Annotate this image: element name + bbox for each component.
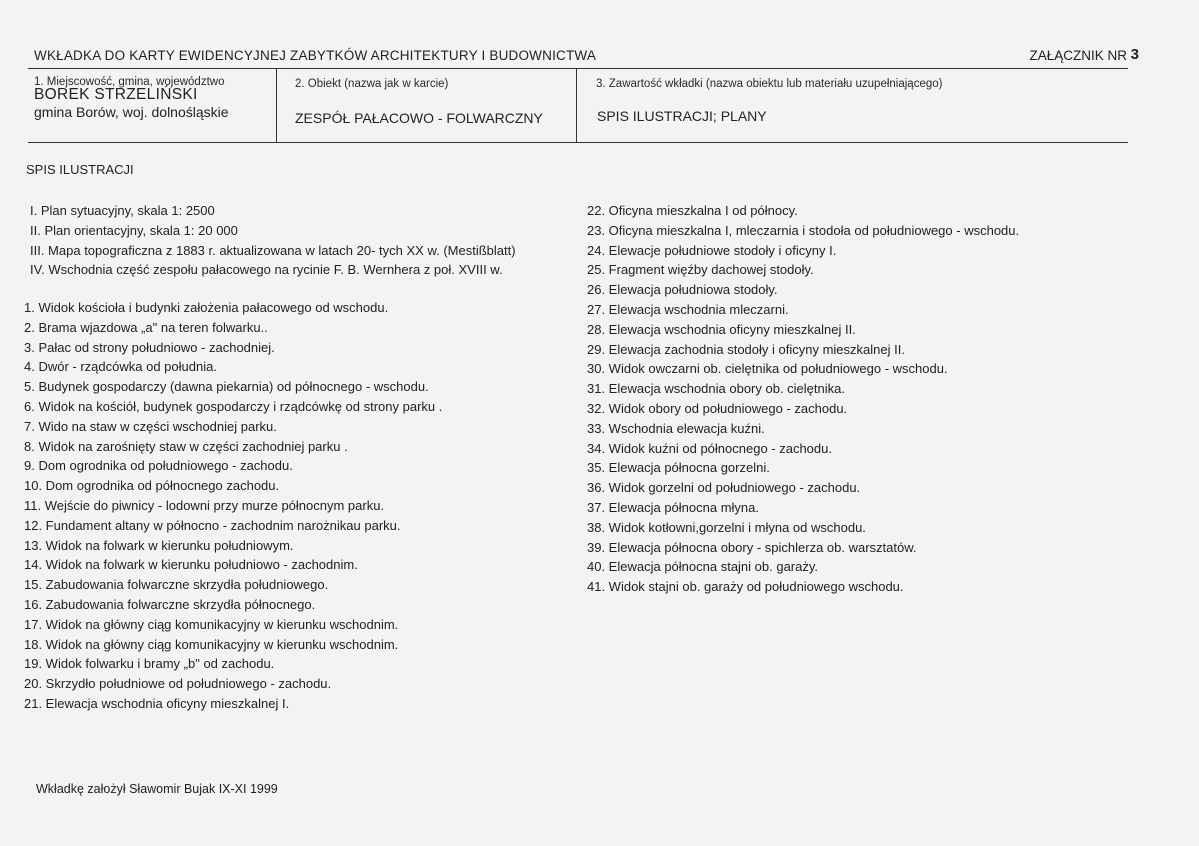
- list-item: 16. Zabudowania folwarczne skrzydła północnego.: [24, 596, 316, 612]
- list-item: 40. Elewacja północna stajni ob. garaży.: [587, 559, 819, 575]
- list-item: 30. Widok owczarni ob. cielętnika od południowego - wschodu.: [587, 361, 948, 377]
- cell-locality-name: BOREK STRZELIŃSKI: [34, 86, 198, 103]
- plans-list: [30, 201, 516, 280]
- list-item: 39. Elewacja północna obory - spichlerza ob. warsztatów.: [587, 539, 917, 555]
- list-item: 14. Widok na folwark w kierunku południowo - zachodnim.: [24, 557, 358, 573]
- list-item: 29. Elewacja zachodnia stodoły i oficyny mieszkalnej II.: [587, 341, 905, 357]
- cell-object-value: ZESPÓŁ PAŁACOWO - FOLWARCZNY: [295, 110, 543, 126]
- list-item: 11. Wejście do piwnicy - lodowni przy murze północnym parku.: [24, 497, 385, 513]
- list-item: 18. Widok na główny ciąg komunikacyjny w kierunku wschodnim.: [24, 636, 399, 652]
- list-item: 8. Widok na zarośnięty staw w części zachodniej parku .: [24, 438, 348, 454]
- list-item: 31. Elewacja wschodnia obory ob. cielętnika.: [587, 381, 845, 397]
- list-item: 25. Fragment więźby dachowej stodoły.: [587, 262, 814, 278]
- list-item: 26. Elewacja południowa stodoły.: [587, 282, 778, 298]
- list-item: 6. Widok na kościół, budynek gospodarczy i rządcówkę od strony parku .: [24, 398, 443, 414]
- list-item: III. Mapa topograficzna z 1883 r. aktualizowana w latach 20- tych XX w. (Mestißblatt): [30, 242, 516, 258]
- list-item: 19. Widok folwarku i bramy „b" od zachodu.: [24, 656, 275, 672]
- illustrations-list-left: [24, 298, 442, 714]
- list-item: 12. Fundament altany w północno - zachodnim narożnikau parku.: [24, 517, 401, 533]
- table-divider-2: [576, 68, 577, 142]
- form-title: WKŁADKA DO KARTY EWIDENCYJNEJ ZABYTKÓW ARCHITEKTURY I BUDOWNICTWA: [34, 48, 597, 63]
- list-item: 10. Dom ogrodnika od północnego zachodu.: [24, 478, 280, 494]
- list-item: 41. Widok stajni ob. garaży od południowego wschodu.: [587, 579, 904, 595]
- table-divider-1: [276, 68, 277, 142]
- list-item: 4. Dwór - rządcówka od południa.: [24, 359, 217, 375]
- list-item: 38. Widok kotłowni,gorzelni i młyna od wschodu.: [587, 519, 866, 535]
- list-item: 17. Widok na główny ciąg komunikacyjny w kierunku wschodnim.: [24, 616, 399, 632]
- list-item: 27. Elewacja wschodnia mleczarni.: [587, 301, 789, 317]
- cell-content-value: SPIS ILUSTRACJI; PLANY: [597, 108, 767, 124]
- list-item: 33. Wschodnia elewacja kuźni.: [587, 420, 765, 436]
- cell-locality-label: 1. Miejscowość, gmina, województwo: [34, 76, 225, 88]
- list-item: II. Plan orientacyjny, skala 1: 20 000: [30, 222, 238, 238]
- list-item: 22. Oficyna mieszkalna I od północy.: [587, 203, 798, 218]
- list-item: 3. Pałac od strony południowo - zachodniej.: [24, 339, 275, 355]
- table-bottom-border: [28, 142, 1128, 143]
- section-title: SPIS ILUSTRACJI: [26, 162, 134, 177]
- list-item: 13. Widok na folwark w kierunku południowym.: [24, 537, 294, 553]
- annex-label: ZAŁĄCZNIK NR: [1029, 48, 1127, 63]
- list-item: 5. Budynek gospodarczy (dawna piekarnia) od północnego - wschodu.: [24, 379, 429, 395]
- footer-author: Wkładkę założył Sławomir Bujak IX-XI 1999: [36, 782, 278, 796]
- cell-content-label: 3. Zawartość wkładki (nazwa obiektu lub materiału uzupełniającego): [596, 78, 943, 90]
- cell-object-label: 2. Obiekt (nazwa jak w karcie): [295, 78, 449, 90]
- table-top-border: [28, 68, 1128, 69]
- list-item: 36. Widok gorzelni od południowego - zachodu.: [587, 480, 861, 496]
- list-item: 9. Dom ogrodnika od południowego - zachodu.: [24, 458, 293, 474]
- list-item: IV. Wschodnia część zespołu pałacowego na rycinie F. B. Wernhera z poł. XVIII w.: [30, 262, 503, 278]
- list-item: 21. Elewacja wschodnia oficyny mieszkalnej I.: [24, 695, 290, 711]
- list-item: 20. Skrzydło południowe od południowego - zachodu.: [24, 676, 332, 692]
- list-item: 24. Elewacje południowe stodoły i oficyny I.: [587, 242, 837, 258]
- list-item: 35. Elewacja północna gorzelni.: [587, 460, 770, 476]
- list-item: 15. Zabudowania folwarczne skrzydła południowego.: [24, 577, 329, 593]
- list-item: 7. Wido na staw w części wschodniej parku.: [24, 418, 277, 434]
- list-item: 2. Brama wjazdowa „a" na teren folwarku..: [24, 319, 268, 335]
- list-item: 1. Widok kościoła i budynki założenia pałacowego od wschodu.: [24, 300, 389, 315]
- cell-locality-commune: gmina Borów, woj. dolnośląskie: [34, 104, 229, 120]
- illustrations-list-right: [587, 201, 1019, 597]
- list-item: 28. Elewacja wschodnia oficyny mieszkalnej II.: [587, 321, 856, 337]
- list-item: 34. Widok kuźni od północnego - zachodu.: [587, 440, 832, 456]
- list-item: I. Plan sytuacyjny, skala 1: 2500: [30, 203, 215, 218]
- list-item: 23. Oficyna mieszkalna I, mleczarnia i stodoła od południowego - wschodu.: [587, 222, 1020, 238]
- annex-number: 3: [1130, 46, 1139, 63]
- list-item: 32. Widok obory od południowego - zachodu.: [587, 400, 848, 416]
- list-item: 37. Elewacja północna młyna.: [587, 499, 759, 515]
